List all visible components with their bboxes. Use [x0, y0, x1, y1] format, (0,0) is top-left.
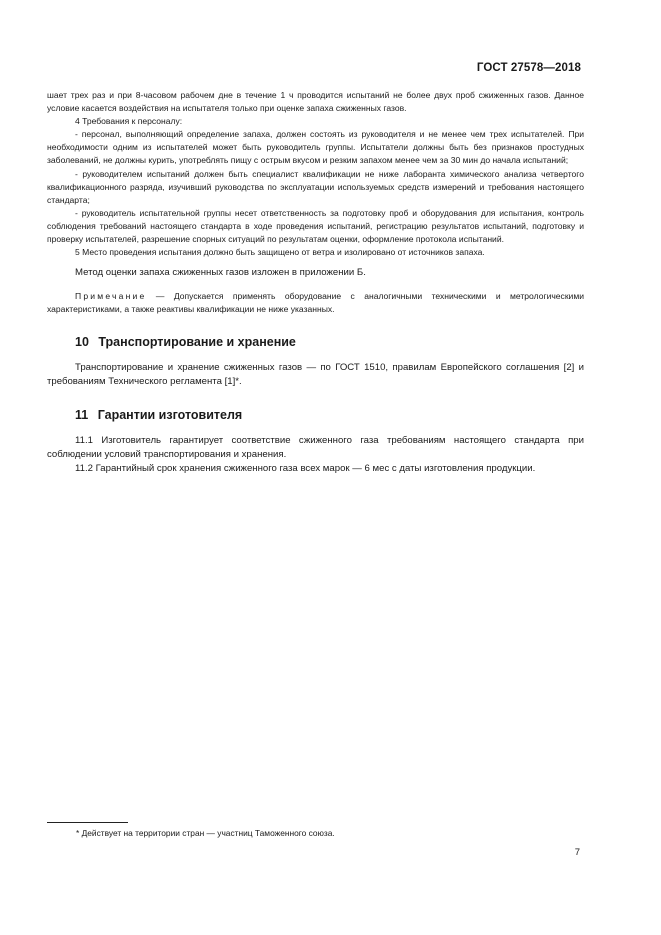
- paragraph-continuation: шает трех раз и при 8-часовом рабочем дне в течение 1 ч проводится испытаний не более двух проб сжиженных газов. Данное условие касается воздействия на испытателя только при оценке запаха сжиженных газов.: [47, 90, 584, 114]
- page-number: 7: [574, 847, 580, 858]
- note: [47, 290, 584, 316]
- paragraph-personnel-requirements: 4 Требования к персоналу:: [75, 116, 183, 127]
- section-11-2-text: 11.2 Гарантийный срок хранения сжиженного газа всех марок — 6 мес с даты изготовления продукции.: [75, 463, 536, 475]
- section-number: 10: [75, 335, 89, 350]
- list-item-test-leader: - руководителем испытаний должен быть специалист квалификации не ниже лаборанта химического анализа четвертого квалификационного разряда, изучивший руководства по эксплуатации используемых средств измерений и требования настоящего стандарта;: [47, 168, 584, 205]
- note-text: — Допускается применять оборудование с аналогичными техническими и метрологическими характеристиками, а также реактивы квалификации не ниже указанных.: [47, 291, 584, 315]
- section-10-text: Транспортирование и хранение сжиженных газов — по ГОСТ 1510, правилам Европейского соглашения [2] и требованиям Технического регламента [1]*.: [47, 362, 584, 388]
- document-body: [47, 89, 584, 476]
- section-title: Транспортирование и хранение: [98, 335, 296, 350]
- paragraph-method: Метод оценки запаха сжиженных газов изложен в приложении Б.: [75, 267, 366, 279]
- section-number: 11: [75, 408, 89, 423]
- footnote: * Действует на территории стран — участниц Таможенного союза.: [76, 828, 335, 838]
- standard-header: ГОСТ 27578—2018: [476, 62, 581, 74]
- footnote-separator: [47, 822, 128, 823]
- section-11-1-text: 11.1 Изготовитель гарантирует соответствие сжиженного газа требованиям настоящего стандарта при соблюдении условий транспортирования и хранения.: [47, 435, 584, 461]
- section-heading-10: [75, 335, 584, 350]
- paragraph-test-location: 5 Место проведения испытания должно быть защищено от ветра и изолировано от источников запаха.: [75, 247, 485, 258]
- section-title: Гарантии изготовителя: [97, 408, 243, 423]
- list-item-group-leader: - руководитель испытательной группы несет ответственность за подготовку проб и оборудования для испытания, контроль соблюдения требований настоящего стандарта в ходе проведения испытаний, регистрацию результатов испытаний, подготовку и проверку испытателей, разрешение спорных ситуаций по результатам оценки, оформление протокола испытаний.: [47, 207, 584, 245]
- section-heading-11: [75, 408, 584, 423]
- note-label: Примечание: [75, 291, 147, 302]
- list-item-personnel: - персонал, выполняющий определение запаха, должен состоять из руководителя и не менее чем трех испытателей. При необходимости одним из испытателей может быть руководитель группы. Испытатели должны быть без признаков простудных заболеваний, не должны курить, употреблять пищу с острым вкусом и резким запахом менее чем за 30 мин до начала испытаний;: [47, 129, 584, 166]
